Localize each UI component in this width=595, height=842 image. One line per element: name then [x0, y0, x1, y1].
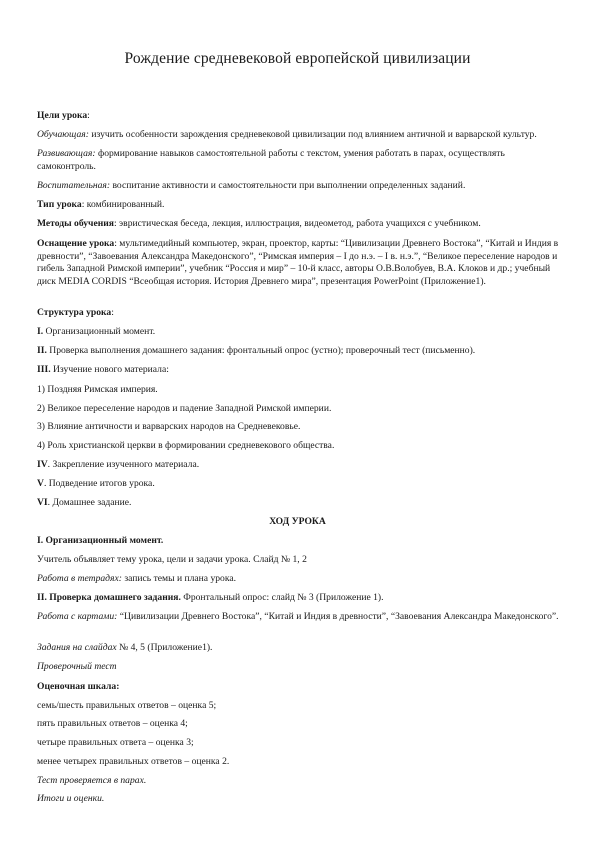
- grading-scale-item: семь/шесть правильных ответов – оценка 5;: [37, 700, 217, 711]
- goals-heading: Цели урока: [37, 110, 88, 121]
- structure-item-5: [37, 478, 562, 491]
- goals-heading-colon: :: [87, 110, 90, 121]
- goal-developing-label: Развивающая:: [37, 148, 96, 159]
- structure-item-2: [37, 345, 562, 358]
- lesson-type-text: : комбинированный.: [81, 199, 165, 210]
- methods-text: : эвристическая беседа, лекция, иллюстрация, видеометод, работа учащихся с учебником.: [113, 218, 481, 229]
- grading-scale-item: четыре правильных ответа – оценка 3;: [37, 737, 194, 748]
- lesson-type-label: Тип урока: [37, 199, 82, 210]
- structure-item-num: V: [37, 478, 44, 489]
- goal-teaching-label: Обучающая:: [37, 129, 89, 140]
- notebook-work-label: Работа в тетрадях:: [37, 573, 122, 584]
- structure-item-3: [37, 364, 562, 377]
- slide-tasks-text: № 4, 5 (Приложение1).: [116, 642, 213, 653]
- goal-developing: [37, 148, 562, 173]
- grading-scale-item: менее четырех правильных ответов – оценка 2.: [37, 756, 230, 767]
- results-text: Итоги и оценки.: [37, 793, 105, 804]
- structure-item-1: [37, 326, 562, 339]
- slide-tasks-label: Задания на слайдах: [37, 642, 117, 653]
- structure-item-num: I.: [37, 326, 44, 337]
- structure-heading-line: [37, 307, 562, 320]
- homework-check-text: Фронтальный опрос: слайд № 3 (Приложение 1).: [180, 592, 384, 603]
- equipment-label: Оснащение урока: [37, 238, 115, 249]
- structure-item-6: [37, 497, 562, 510]
- org-moment-heading: I. Организационный момент.: [37, 535, 164, 546]
- structure-heading-colon: :: [111, 307, 114, 318]
- page-title: Рождение средневековой европейской цивилизации: [124, 50, 471, 67]
- map-work: [37, 611, 562, 624]
- homework-check: [37, 592, 562, 605]
- grading-scale-item: пять правильных ответов – оценка 4;: [37, 718, 188, 729]
- goal-teaching-text: изучить особенности зарождения средневековой цивилизации под влиянием античной и варварской культур.: [88, 129, 537, 140]
- course-heading: ХОД УРОКА: [269, 516, 326, 527]
- methods-label: Методы обучения: [37, 218, 114, 229]
- map-work-label: Работа с картами:: [37, 611, 118, 622]
- goal-educating: [37, 180, 562, 193]
- lesson-methods: [37, 218, 562, 231]
- structure-item-num: III.: [37, 364, 51, 375]
- goal-educating-text: воспитание активности и самостоятельности при выполнении определенных заданий.: [110, 180, 466, 191]
- structure-heading: Структура урока: [37, 307, 112, 318]
- equipment-text: : мультимедийный компьютер, экран, проектор, карты: “Цивилизации Древнего Востока”, “Китай и Индия в древности”, “Завоевания Александра Македонского”, “Римская империя – I до н.э. – I в. н.э.”, “Великое переселение народов и гибель Западной Римской империи”, учебник “Россия и мир” – 10-й класс, авторы О.В.Волобуев, В.А. Клоков и др.; учебный диск MEDIA CORDIS “Всеобщая история. История Древнего мира”, презентация PowerPoint (Приложение1).: [37, 238, 559, 287]
- structure-item-num: VI: [37, 497, 48, 508]
- structure-item-text: . Подведение итогов урока.: [43, 478, 155, 489]
- homework-check-heading: II. Проверка домашнего задания.: [37, 592, 181, 603]
- structure-item-text: Проверка выполнения домашнего задания: фронтальный опрос (устно); проверочный тест (письменно).: [46, 345, 476, 356]
- lesson-equipment: [37, 238, 562, 288]
- lesson-type: [37, 199, 562, 212]
- goal-educating-label: Воспитательная:: [37, 180, 111, 191]
- structure-item-text: Изучение нового материала:: [50, 364, 169, 375]
- structure-subitem-1: 1) Поздняя Римская империя.: [37, 384, 158, 395]
- notebook-work: [37, 573, 562, 586]
- grading-scale-heading: Оценочная шкала:: [37, 681, 120, 692]
- structure-item-num: IV: [37, 459, 48, 470]
- test-label: Проверочный тест: [37, 661, 117, 672]
- map-work-text: “Цивилизации Древнего Востока”, “Китай и Индия в древности”, “Завоевания Александра Македонского”.: [117, 611, 559, 622]
- goal-developing-text: формирование навыков самостоятельной работы с текстом, умения работать в парах, осуществлять самоконтроль.: [37, 148, 505, 172]
- structure-item-text: . Закрепление изученного материала.: [47, 459, 200, 470]
- structure-subitem-2: 2) Великое переселение народов и падение Западной Римской империи.: [37, 403, 332, 414]
- pairs-check-text: Тест проверяется в парах.: [37, 775, 147, 786]
- structure-item-text: Организационный момент.: [43, 326, 156, 337]
- goal-teaching: [37, 129, 562, 142]
- notebook-work-text: запись темы и плана урока.: [121, 573, 237, 584]
- structure-item-4: [37, 459, 562, 472]
- structure-subitem-3: 3) Влияние античности и варварских народов на Средневековье.: [37, 421, 301, 432]
- structure-subitem-4: 4) Роль христианской церкви в формировании средневекового общества.: [37, 440, 335, 451]
- structure-item-num: II.: [37, 345, 47, 356]
- goals-heading-line: [37, 110, 562, 123]
- org-moment-text: Учитель объявляет тему урока, цели и задачи урока. Слайд № 1, 2: [37, 554, 307, 565]
- structure-item-text: . Домашнее задание.: [47, 497, 132, 508]
- slide-tasks: [37, 642, 562, 655]
